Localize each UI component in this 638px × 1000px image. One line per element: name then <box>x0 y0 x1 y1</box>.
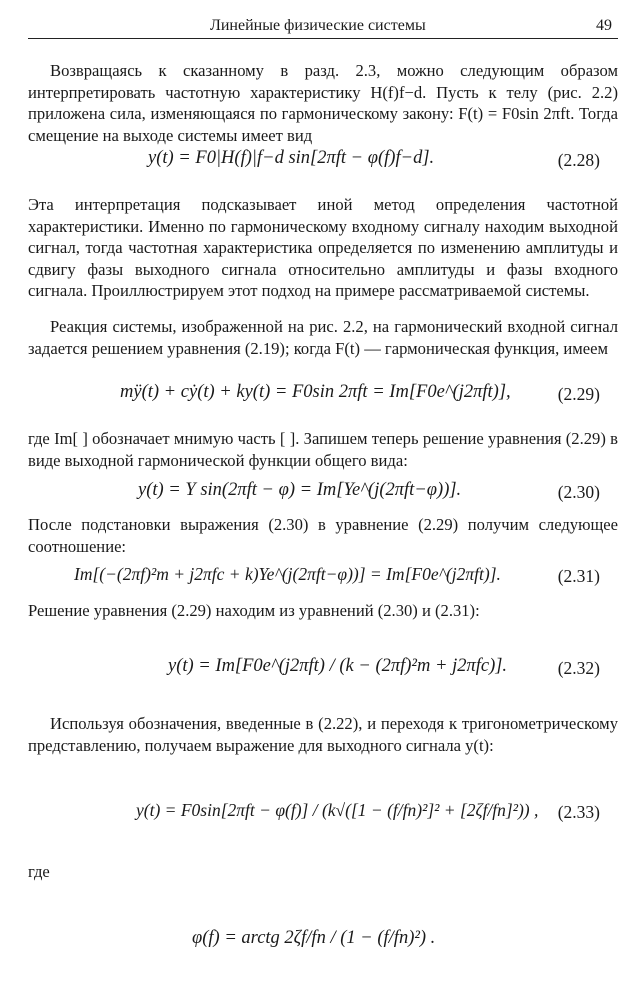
equation-2-32 <box>28 650 618 700</box>
equation-phi <box>28 928 618 968</box>
equation-2-28 <box>28 148 618 188</box>
equation-phi-expression: φ(f) = arctg 2ζf/fn / (1 − (f/fn)²) . <box>192 928 436 948</box>
page-number: 49 <box>596 17 612 34</box>
equation-2-30-number: (2.30) <box>557 482 600 502</box>
paragraph-5: После подстановки выражения (2.30) в уравнение (2.29) получим следующее соотношение: <box>28 515 618 556</box>
paragraph-6: Решение уравнения (2.29) находим из уравнений (2.30) и (2.31): <box>28 601 480 620</box>
equation-2-31 <box>28 564 618 604</box>
paragraph-1: Возвращаясь к сказанному в разд. 2.3, можно следующим образом интерпретировать частотную характеристику H(f)f−d. Пусть к телу (рис. 2.2) приложена сила, изменяющаяся по гармоническому закону: F(t) = F0sin 2πft. Тогда смещение на выходе системы имеет вид <box>28 61 618 145</box>
equation-2-33-expression: y(t) = F0sin[2πft − φ(f)] / (k√([1 − (f/fn)²]² + [2ζf/fn]²)) , <box>136 800 539 820</box>
paragraph-4: где Im[ ] обозначает мнимую часть [ ]. Запишем теперь решение уравнения (2.29) в виде выходной гармонической функции общего вида: <box>28 429 618 470</box>
equation-2-31-expression: Im[(−(2πf)²m + j2πfc + k)Ye^(j(2πft−φ))] = Im[F0e^(j2πft)]. <box>74 564 501 584</box>
equation-2-29-expression: mÿ(t) + cẏ(t) + ky(t) = F0sin 2πft = Im[F0e^(j2πft)], <box>120 382 511 402</box>
equation-2-32-expression: y(t) = Im[F0e^(j2πft) / (k − (2πf)²m + j2πfc)]. <box>168 656 508 676</box>
running-header <box>28 14 618 39</box>
equation-2-30-expression: y(t) = Y sin(2πft − φ) = Im[Ye^(j(2πft−φ))]. <box>138 480 462 500</box>
equation-2-28-expression: y(t) = F0|H(f)|f−d sin[2πft − φ(f)f−d]. <box>148 148 435 168</box>
equation-2-29 <box>28 382 618 422</box>
equation-2-33-number: (2.33) <box>557 802 600 822</box>
equation-2-32-number: (2.32) <box>557 658 600 678</box>
equation-2-33 <box>28 792 618 842</box>
equation-2-28-number: (2.28) <box>557 150 600 170</box>
running-title: Линейные физические системы <box>210 17 426 34</box>
paragraph-2: Эта интерпретация подсказывает иной метод определения частотной характеристики. Именно по гармоническому входному сигналу находим выходной сигнал, тогда частотная характеристика определяется по изменению амплитуды и сдвигу фазы выходного сигнала относительно амплитуды и фазы входного сигнала. Проиллюстрируем этот подход на примере рассматриваемой системы. <box>28 195 618 300</box>
equation-2-31-number: (2.31) <box>557 566 600 586</box>
label-where: где <box>28 862 50 881</box>
paragraph-3: Реакция системы, изображенной на рис. 2.2, на гармонический входной сигнал задается решением уравнения (2.19); когда F(t) — гармоническая функция, имеем <box>28 317 618 358</box>
paragraph-7: Используя обозначения, введенные в (2.22), и переходя к тригонометрическому представлению, получаем выражение для выходного сигнала y(t): <box>28 714 618 755</box>
equation-2-29-number: (2.29) <box>557 384 600 404</box>
